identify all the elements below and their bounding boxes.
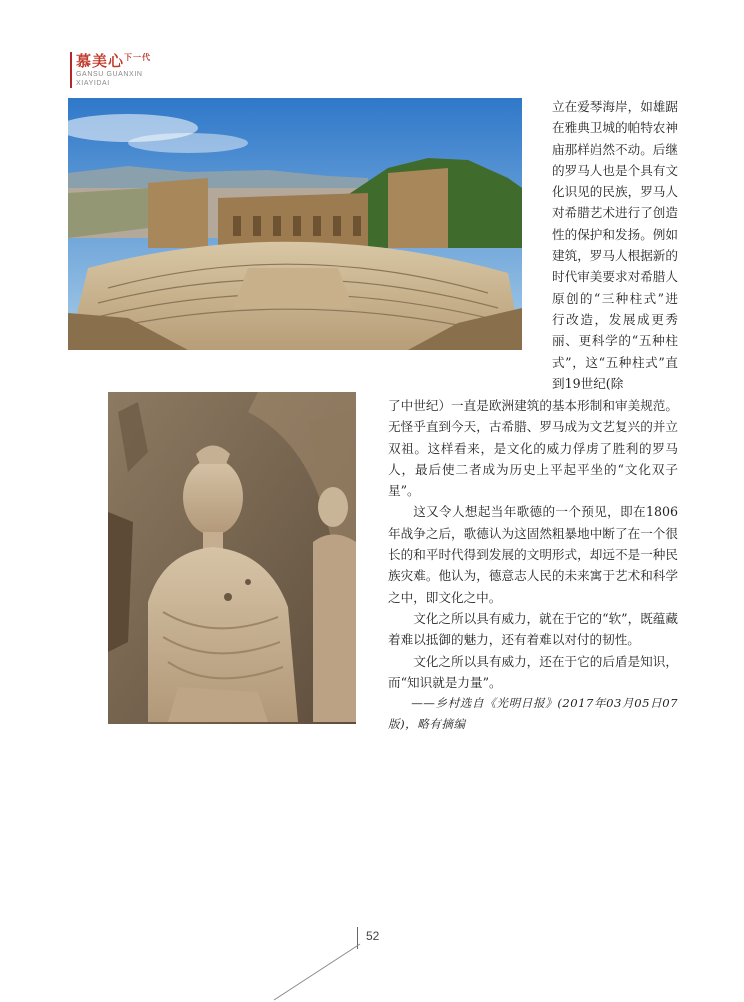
logo-en-line2: XIAYIDAI — [76, 80, 110, 87]
buddha-illustration — [108, 392, 356, 724]
paragraph-4: 文化之所以具有威力，还在于它的后盾是知识，而“知识就是力量”。 — [388, 653, 678, 690]
magazine-logo — [70, 50, 190, 90]
logo-brand — [76, 50, 151, 71]
logo-bar — [70, 52, 72, 88]
buddha-statue-photo — [108, 392, 356, 724]
source-citation: ——乡村选自《光明日报》(2017年03月05日07版)，略有摘编 — [388, 696, 678, 732]
article-main-column — [388, 395, 678, 736]
paragraph-1-continued: 了中世纪）一直是欧洲建筑的基本形制和审美规范。无怪乎直到今天，古希腊、罗马成为文艺复兴的并立双祖。这样看来，是文化的威力俘虏了胜利的罗马人，最后使二者成为历史上平起平坐的“文化双子星”。 — [388, 398, 678, 499]
theater-ruins-photo — [68, 98, 522, 350]
logo-brand-small: 下一代 — [124, 52, 152, 62]
paragraph-right-column: 立在爱琴海岸，如雄踞在雅典卫城的帕特农神庙那样岿然不动。后继的罗马人也是个具有文化识见的民族，罗马人对希腊艺术进行了创造性的保护和发扬。例如建筑，罗马人根据新的时代审美要求对希腊人原创的“三种柱式”进行改造，发展成更秀丽、更科学的“五种柱式”，这“五种柱式”直到19世纪(除 — [552, 99, 678, 391]
logo-en-line1: GANSU GUANXIN — [76, 71, 143, 78]
paragraph-3: 文化之所以具有威力，就在于它的“软”，既蕴藏着难以抵御的魅力，还有着难以对付的韧性。 — [388, 610, 678, 648]
logo-brand-cn: 慕美心 — [76, 52, 125, 70]
paragraph-2: 这又令人想起当年歌德的一个预见，即在1806年战争之后，歌德认为这固然粗暴地中断了在一个很长的和平时代得到发展的文明形式，却远不是一种民族灾难。他认为，德意志人民的未来寓于艺术和科学之中，即文化之中。 — [388, 504, 678, 605]
footer-diagonal-line — [272, 942, 362, 1002]
page-number: 52 — [366, 929, 380, 943]
article-right-column — [552, 96, 678, 394]
theater-illustration — [68, 98, 522, 350]
